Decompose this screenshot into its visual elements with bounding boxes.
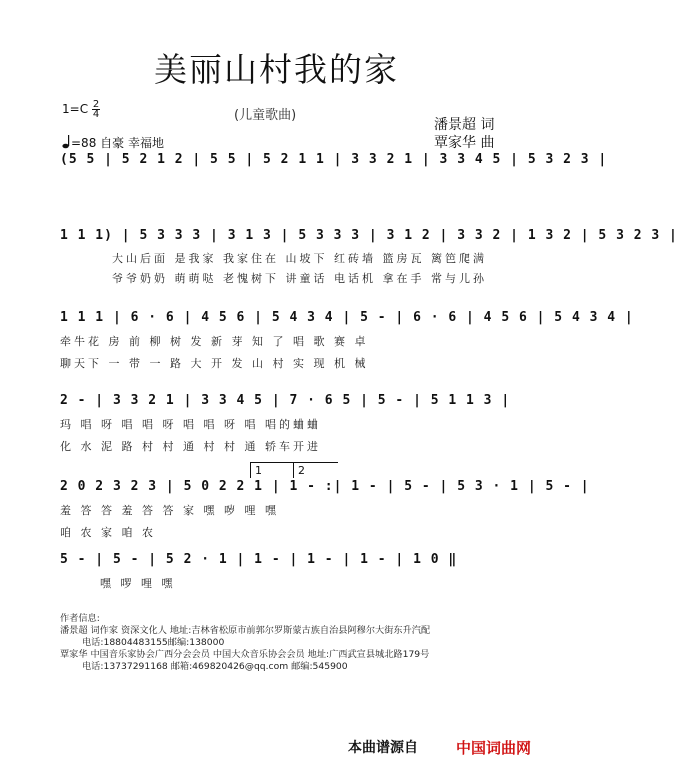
volta-2: 2 — [293, 462, 338, 478]
time-bottom: 4 — [92, 109, 100, 120]
lyrics-row-5-verse-1: 羞 答 答 羞 答 答 家 嘿 哕 哩 嘿 — [60, 504, 279, 517]
author-info-line: 电话:13737291168 邮箱:469820426@qq.com 邮编:545900 — [82, 661, 348, 672]
score-row-2: 1 1 1) | 5 3 3 3 | 3 1 3 | 5 3 3 3 | 3 1 2 | 3 3 2 | 1 3 2 | 5 3 2 3 | — [60, 228, 678, 243]
site-link[interactable]: 中国词曲网 — [456, 739, 532, 757]
time-signature — [92, 100, 100, 119]
lyrics-row-2-verse-1: 大山后面 是我家 我家住在 山坡下 红砖墙 篮房瓦 篱笆爬满 — [112, 252, 487, 265]
score-row-3: 1 1 1 | 6 · 6 | 4 5 6 | 5 4 3 4 | 5 - | 6 · 6 | 4 5 6 | 5 4 3 4 | — [60, 310, 634, 325]
lyrics-row-4-verse-2: 化 水 泥 路 村 村 通 村 村 通 轿车开进 — [60, 440, 321, 453]
lyrics-row-5-verse-2: 咱 农 家 咱 农 — [60, 526, 156, 539]
tempo-marking — [62, 134, 164, 151]
lyrics-row-4-verse-1: 玛 唱 呀 唱 唱 呀 唱 唱 呀 唱 唱的蛐蛐 — [60, 418, 321, 431]
quarter-note-icon — [62, 135, 71, 149]
author-info — [60, 613, 430, 673]
author-info-line: 覃家华 中国音乐家协会广西分会会员 中国大众音乐协会会员 地址:广西武宣县城北路179号 — [60, 649, 430, 660]
lyrics-row-2-verse-2: 爷爷奶奶 萌萌哒 老愧树下 讲童话 电话机 拿在手 常与儿孙 — [112, 272, 487, 285]
author-info-heading: 作者信息: — [60, 613, 100, 624]
score-row-1: (5 5 | 5 2 1 2 | 5 5 | 5 2 1 1 | 3 3 2 1 | 3 3 4 5 | 5 3 2 3 | — [60, 152, 608, 167]
key-signature — [62, 100, 100, 119]
song-subtitle: (儿童歌曲) — [234, 108, 297, 123]
composer: 覃家华 曲 — [434, 135, 495, 151]
author-info-line: 电话:18804483155邮编:138000 — [82, 637, 225, 648]
lyrics-row-6-verse-1: 嘿 啰 哩 嘿 — [100, 577, 176, 590]
source-label: 本曲谱源自 — [348, 740, 418, 756]
key-text: 1=C — [62, 102, 89, 116]
lyricist: 潘景超 词 — [434, 117, 495, 133]
volta-1: 1 — [250, 462, 295, 478]
time-top: 2 — [92, 99, 100, 110]
score-row-6: 5 - | 5 - | 5 2 · 1 | 1 - | 1 - | 1 - | 1 0 ‖ — [60, 552, 458, 567]
lyrics-row-3-verse-2: 聊天下 一 带 一 路 大 开 发 山 村 实 现 机 械 — [60, 357, 369, 370]
song-title: 美丽山村我的家 — [154, 50, 399, 89]
score-row-4: 2 - | 3 3 2 1 | 3 3 4 5 | 7 · 6 5 | 5 - | 5 1 1 3 | — [60, 393, 511, 408]
author-info-line: 潘景超 词作家 资深文化人 地址:吉林省松原市前郭尔罗斯蒙古族自治县阿穆尔大街东升汽配 — [60, 625, 431, 636]
tempo-text: =88 自豪 幸福地 — [71, 136, 164, 150]
score-row-5: 2 0 2 3 2 3 | 5 0 2 2 1 | 1 - :| 1 - | 5 - | 5 3 · 1 | 5 - | — [60, 479, 590, 494]
lyrics-row-3-verse-1: 牵牛花 房 前 柳 树 发 新 芽 知 了 唱 歌 赛 卓 — [60, 335, 369, 348]
